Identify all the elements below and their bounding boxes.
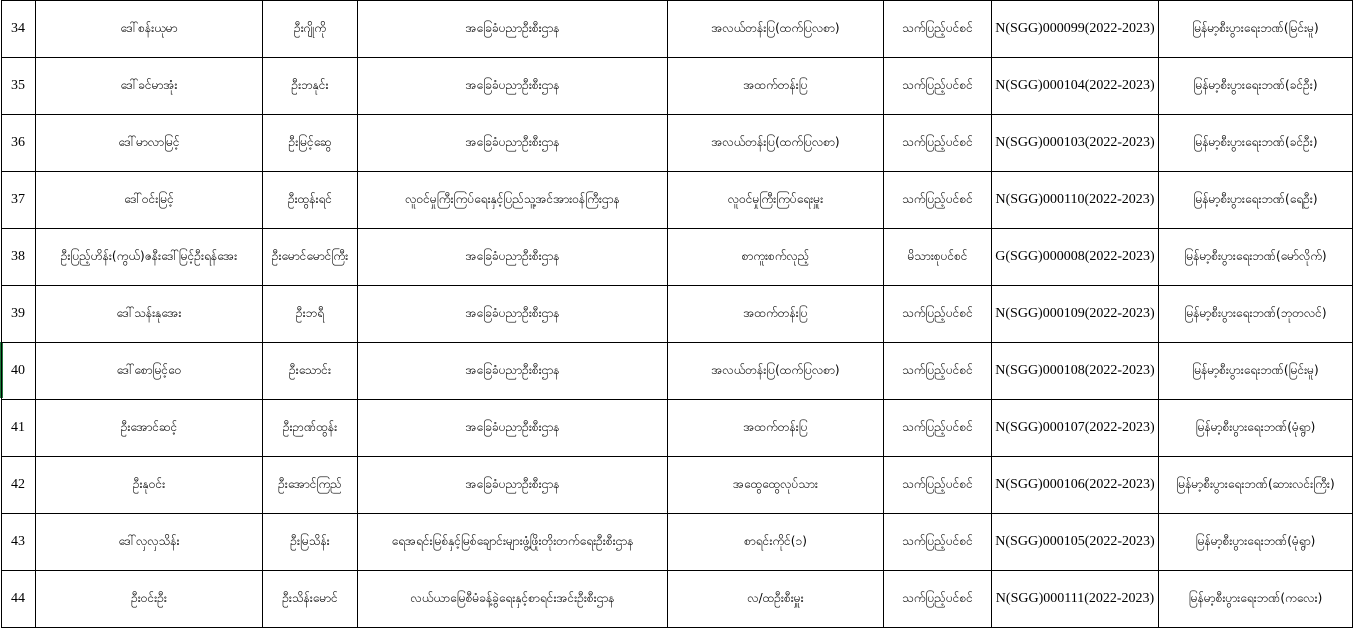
name-cell: ဦးအောင်ဆင့် bbox=[36, 400, 263, 457]
department-cell: လူဝင်မှုကြီးကြပ်ရေးနှင့်ပြည်သူ့အင်အားဝန်ကြီးဌာန bbox=[358, 172, 668, 229]
pension-code-cell: N(SGG)000106(2022-2023) bbox=[992, 457, 1159, 514]
name-cell: ဒေါ်သန်းနုအေး bbox=[36, 286, 263, 343]
row-number-cell: 42 bbox=[2, 457, 36, 514]
bank-branch-cell: မြန်မာ့စီးပွားရေးဘဏ်(ခင်ဦး) bbox=[1159, 58, 1353, 115]
table-body bbox=[2, 1, 1353, 628]
department-cell: လယ်ယာမြေစီမံခန့်ခွဲရေးနှင့်စာရင်းအင်းဦးစီးဌာန bbox=[358, 571, 668, 628]
father-name-cell: ဦးဉာဏ်ထွန်း bbox=[263, 400, 358, 457]
name-cell: ဒေါ်လှလှသိန်း bbox=[36, 514, 263, 571]
name-cell: ဒေါ်မာလာမြင့် bbox=[36, 115, 263, 172]
row-number-cell: 44 bbox=[2, 571, 36, 628]
bank-branch-cell: မြန်မာ့စီးပွားရေးဘဏ်(မြင်းမူ) bbox=[1159, 343, 1353, 400]
pension-records-table bbox=[1, 0, 1353, 628]
row-number-cell: 39 bbox=[2, 286, 36, 343]
pension-code-cell: N(SGG)000103(2022-2023) bbox=[992, 115, 1159, 172]
bank-branch-cell: မြန်မာ့စီးပွားရေးဘဏ်(မြင်းမူ) bbox=[1159, 1, 1353, 58]
father-name-cell: ဦးထွန်းရင် bbox=[263, 172, 358, 229]
position-cell: အထက်တန်းပြ bbox=[668, 400, 884, 457]
father-name-cell: ဦးဘနုင်း bbox=[263, 58, 358, 115]
bank-branch-cell: မြန်မာ့စီးပွားရေးဘဏ်(မုံရွာ) bbox=[1159, 400, 1353, 457]
position-cell: လူဝင်မှုကြီးကြပ်ရေးမှူး bbox=[668, 172, 884, 229]
table-row bbox=[2, 58, 1353, 115]
name-cell: ဒေါ်စောမြင့်ဝေ bbox=[36, 343, 263, 400]
department-cell: အခြေခံပညာဦးစီးဌာန bbox=[358, 58, 668, 115]
table-row bbox=[2, 172, 1353, 229]
row-number-cell: 38 bbox=[2, 229, 36, 286]
father-name-cell: ဦးအောင်ကြည် bbox=[263, 457, 358, 514]
table-row bbox=[2, 514, 1353, 571]
pension-code-cell: G(SGG)000008(2022-2023) bbox=[992, 229, 1159, 286]
pension-type-cell: သက်ပြည့်ပင်စင် bbox=[884, 286, 992, 343]
row-number-cell: 35 bbox=[2, 58, 36, 115]
position-cell: စာရင်းကိုင်(၁) bbox=[668, 514, 884, 571]
father-name-cell: ဦးမောင်မောင်ကြီး bbox=[263, 229, 358, 286]
pension-type-cell: သက်ပြည့်ပင်စင် bbox=[884, 58, 992, 115]
bank-branch-cell: မြန်မာ့စီးပွားရေးဘဏ်(မော်လိုက်) bbox=[1159, 229, 1353, 286]
row-number-cell: 40 bbox=[2, 343, 36, 400]
pension-code-cell: N(SGG)000105(2022-2023) bbox=[992, 514, 1159, 571]
position-cell: စာကူးစက်လုည့် bbox=[668, 229, 884, 286]
name-cell: ဒေါ်စန်းယုမာ bbox=[36, 1, 263, 58]
department-cell: အခြေခံပညာဦးစီးဌာန bbox=[358, 229, 668, 286]
father-name-cell: ဦးသိန်းမောင် bbox=[263, 571, 358, 628]
row-number-cell: 43 bbox=[2, 514, 36, 571]
name-cell: ဒေါ်ဝင်းမြင့် bbox=[36, 172, 263, 229]
pension-code-cell: N(SGG)000104(2022-2023) bbox=[992, 58, 1159, 115]
department-cell: အခြေခံပညာဦးစီးဌာန bbox=[358, 1, 668, 58]
bank-branch-cell: မြန်မာ့စီးပွားရေးဘဏ်(ရေဦး) bbox=[1159, 172, 1353, 229]
pension-type-cell: သက်ပြည့်ပင်စင် bbox=[884, 115, 992, 172]
pension-code-cell: N(SGG)000110(2022-2023) bbox=[992, 172, 1159, 229]
department-cell: အခြေခံပညာဦးစီးဌာန bbox=[358, 343, 668, 400]
table-row bbox=[2, 400, 1353, 457]
pension-type-cell: သက်ပြည့်ပင်စင် bbox=[884, 571, 992, 628]
department-cell: ရေအရင်းမြစ်နှင့်မြစ်ချောင်းများဖွံ့ဖြိုးတိုးတက်ရေးဦးစီးဌာန bbox=[358, 514, 668, 571]
pension-code-cell: N(SGG)000099(2022-2023) bbox=[992, 1, 1159, 58]
father-name-cell: ဦးဘရီ bbox=[263, 286, 358, 343]
table-row bbox=[2, 229, 1353, 286]
father-name-cell: ဦးမြသိန်း bbox=[263, 514, 358, 571]
pension-code-cell: N(SGG)000111(2022-2023) bbox=[992, 571, 1159, 628]
bank-branch-cell: မြန်မာ့စီးပွားရေးဘဏ်(ဆားလင်းကြီး) bbox=[1159, 457, 1353, 514]
bank-branch-cell: မြန်မာ့စီးပွားရေးဘဏ်(ဘုတလင်) bbox=[1159, 286, 1353, 343]
row-number-cell: 34 bbox=[2, 1, 36, 58]
name-cell: ဦးနုဝင်း bbox=[36, 457, 263, 514]
pension-code-cell: N(SGG)000108(2022-2023) bbox=[992, 343, 1159, 400]
position-cell: အလယ်တန်းပြ(ထက်ပြလစာ) bbox=[668, 1, 884, 58]
pension-type-cell: သက်ပြည့်ပင်စင် bbox=[884, 457, 992, 514]
row-number-cell: 41 bbox=[2, 400, 36, 457]
department-cell: အခြေခံပညာဦးစီးဌာန bbox=[358, 286, 668, 343]
name-cell: ဦးဝင်းဦး bbox=[36, 571, 263, 628]
pension-code-cell: N(SGG)000109(2022-2023) bbox=[992, 286, 1159, 343]
position-cell: လ/ထဦးစီးမှူး bbox=[668, 571, 884, 628]
table-row bbox=[2, 286, 1353, 343]
pension-type-cell: သက်ပြည့်ပင်စင် bbox=[884, 1, 992, 58]
row-number-cell: 36 bbox=[2, 115, 36, 172]
father-name-cell: ဦးဂျိုကို bbox=[263, 1, 358, 58]
table-row bbox=[2, 115, 1353, 172]
department-cell: အခြေခံပညာဦးစီးဌာန bbox=[358, 115, 668, 172]
name-cell: ဒေါ်ခင်မာအုံး bbox=[36, 58, 263, 115]
position-cell: အလယ်တန်းပြ(ထက်ပြလစာ) bbox=[668, 343, 884, 400]
bank-branch-cell: မြန်မာ့စီးပွားရေးဘဏ်(မုံရွာ) bbox=[1159, 514, 1353, 571]
position-cell: အထွေထွေလုပ်သား bbox=[668, 457, 884, 514]
pension-type-cell: သက်ပြည့်ပင်စင် bbox=[884, 343, 992, 400]
bank-branch-cell: မြန်မာ့စီးပွားရေးဘဏ်(ကလေး) bbox=[1159, 571, 1353, 628]
father-name-cell: ဦးသောင်း bbox=[263, 343, 358, 400]
table-row bbox=[2, 457, 1353, 514]
pension-code-cell: N(SGG)000107(2022-2023) bbox=[992, 400, 1159, 457]
position-cell: အထက်တန်းပြ bbox=[668, 58, 884, 115]
row-number-cell: 37 bbox=[2, 172, 36, 229]
department-cell: အခြေခံပညာဦးစီးဌာန bbox=[358, 400, 668, 457]
pension-type-cell: သက်ပြည့်ပင်စင် bbox=[884, 172, 992, 229]
table-row bbox=[2, 343, 1353, 400]
position-cell: အထက်တန်းပြ bbox=[668, 286, 884, 343]
position-cell: အလယ်တန်းပြ(ထက်ပြလစာ) bbox=[668, 115, 884, 172]
table-row bbox=[2, 571, 1353, 628]
table-row bbox=[2, 1, 1353, 58]
pension-type-cell: မိသားစုပင်စင် bbox=[884, 229, 992, 286]
father-name-cell: ဦးမြင့်ဆွေ bbox=[263, 115, 358, 172]
department-cell: အခြေခံပညာဦးစီးဌာန bbox=[358, 457, 668, 514]
bank-branch-cell: မြန်မာ့စီးပွားရေးဘဏ်(ခင်ဦး) bbox=[1159, 115, 1353, 172]
pension-type-cell: သက်ပြည့်ပင်စင် bbox=[884, 400, 992, 457]
pension-type-cell: သက်ပြည့်ပင်စင် bbox=[884, 514, 992, 571]
name-cell: ဦးပြည့်ဟိန်း(ကွယ်)ဇနီးဒေါ်မြင့်ဦးရန်အေး bbox=[36, 229, 263, 286]
